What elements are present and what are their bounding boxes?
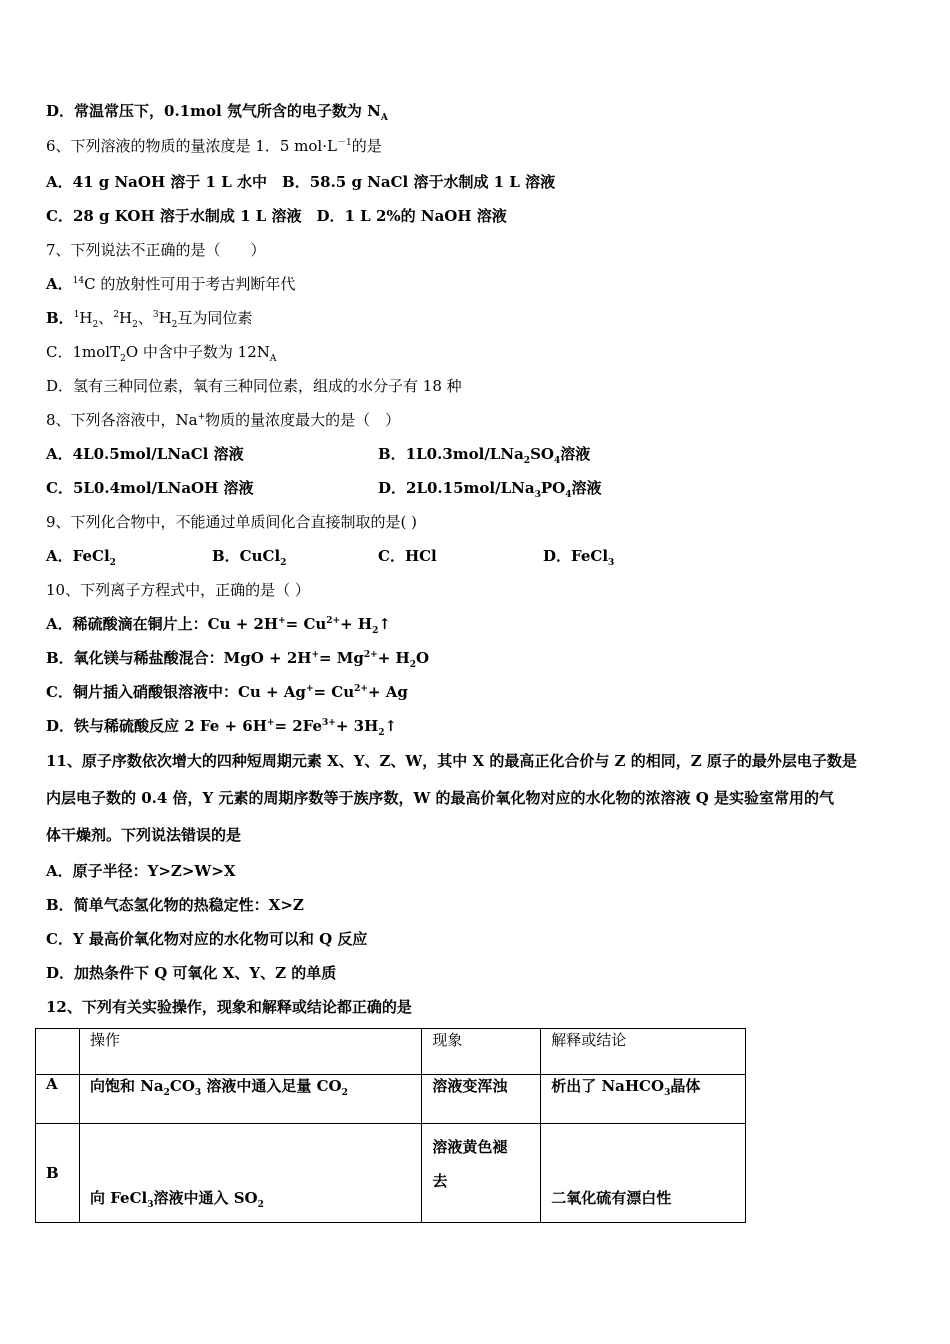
row-b-label: B: [36, 1124, 80, 1223]
q11-option-a: A．原子半径：Y>Z>W>X: [46, 862, 236, 880]
q7-option-d: D．氢有三种同位素，氧有三种同位素，组成的水分子有 18 种: [46, 377, 462, 395]
q10-stem: 10、下列离子方程式中，正确的是（ ）: [46, 581, 310, 599]
q12-table: [35, 1028, 746, 1223]
row-a-operation: 向饱和 $Na_2CO_3$ 溶液中通入足量 $CO_2$: [79, 1075, 421, 1124]
row-a-label: A: [36, 1075, 80, 1124]
header-cell-conclusion: 解释或结论: [541, 1029, 746, 1075]
q11-option-c: C．Y 最高价氧化物对应的水化物可以和 Q 反应: [46, 930, 368, 948]
row-b-phenomenon: 溶液黄色褪 去: [422, 1124, 541, 1223]
q10-option-a: A．稀硫酸滴在铜片上：$Cu + 2H^+= Cu^{2+}+$ $H_2↑$: [46, 615, 391, 636]
header-cell-phenomenon: 现象: [422, 1029, 541, 1075]
q11-stem-line3: 体干燥剂。下列说法错误的是: [46, 826, 242, 844]
table-header-row: [36, 1029, 746, 1075]
q10-option-c: C．铜片插入硝酸银溶液中：$Cu + Ag^+= Cu^{2+}+ Ag$: [46, 683, 408, 701]
q10-option-b: B．氧化镁与稀盐酸混合：MgO + $2H^+= Mg^{2+}+ H_2O$: [46, 649, 430, 670]
q12-stem: 12、下列有关实验操作，现象和解释或结论都正确的是: [46, 998, 412, 1016]
row-b-conclusion: 二氧化硫有漂白性: [541, 1124, 746, 1223]
q6-options-cd: C．28 g KOH 溶于水制成 1 L 溶液 D．1 L 2%的 NaOH 溶液: [46, 207, 507, 225]
q8-option-b: B．$1L0.3mol/LNa_2SO_4$溶液: [378, 445, 591, 466]
q7-stem: 7、下列说法不正确的是（ ）: [46, 241, 266, 259]
q5-option-d: D．常温常压下，0.1mol 氖气所含的电子数为 $N_A$: [46, 102, 388, 123]
q8-option-c: C．5L0.4mol/LNaOH 溶液: [46, 479, 254, 497]
row-b-operation: 向 FeCl$_3$溶液中通入 $SO_2$: [79, 1124, 421, 1223]
q6-options-ab: A．41 g NaOH 溶于 1 L 水中 B．58.5 g NaCl 溶于水制成 1 L 溶液: [46, 173, 556, 191]
q10-option-d: D．铁与稀硫酸反应 2 $Fe + 6H^+= 2Fe^{3+}+$ $3H_2↑$: [46, 717, 398, 738]
q11-option-b: B．简单气态氢化物的热稳定性：X>Z: [46, 896, 304, 914]
table-row-b: [36, 1124, 746, 1223]
q11-option-d: D．加热条件下 Q 可氧化 X、Y、Z 的单质: [46, 964, 337, 982]
row-a-conclusion: 析出了 NaHCO$_3$晶体: [541, 1075, 746, 1124]
q8-option-a: A．4L0.5mol/LNaCl 溶液: [46, 445, 244, 463]
q6-stem: 6、下列溶液的物质的量浓度是 1．5 $mol\cdot L^{-1}$的是: [46, 137, 382, 155]
table-row-a: [36, 1075, 746, 1124]
q9-option-a: A．FeCl$_2$: [46, 547, 116, 568]
q9-stem: 9、下列化合物中，不能通过单质间化合直接制取的是( ): [46, 513, 418, 531]
q9-option-b: B．CuCl$_2$: [212, 547, 287, 568]
q8-stem: 8、下列各溶液中，Na+物质的量浓度最大的是（ ）: [46, 411, 401, 429]
q11-stem-line2: 内层电子数的 0.4 倍，Y 元素的周期序数等于族序数，W 的最高价氧化物对应的水化物的浓溶液 Q 是实验室常用的气: [46, 789, 835, 807]
header-cell-operation: 操作: [79, 1029, 421, 1075]
q8-option-d: D．$2L0.15mol/LNa_3PO_4$溶液: [378, 479, 602, 500]
q9-option-d: D．FeCl$_3$: [543, 547, 615, 568]
q7-option-c: C．1molT$_2$O 中含中子数为 $12N_A$: [46, 343, 277, 364]
q11-stem-line1: 11、原子序数依次增大的四种短周期元素 X、Y、Z、W，其中 X 的最高正化合价与 Z 的相同，Z 原子的最外层电子数是: [46, 752, 857, 770]
q9-option-c: C．HCl: [378, 547, 437, 565]
header-cell-label: [36, 1029, 80, 1075]
row-a-phenomenon: 溶液变浑浊: [422, 1075, 541, 1124]
q7-option-a: A．$^{14}$C 的放射性可用于考古判断年代: [46, 275, 296, 293]
q7-option-b: B．$^1H_2$、$^2H_2$、$^3H_2$互为同位素: [46, 309, 253, 330]
